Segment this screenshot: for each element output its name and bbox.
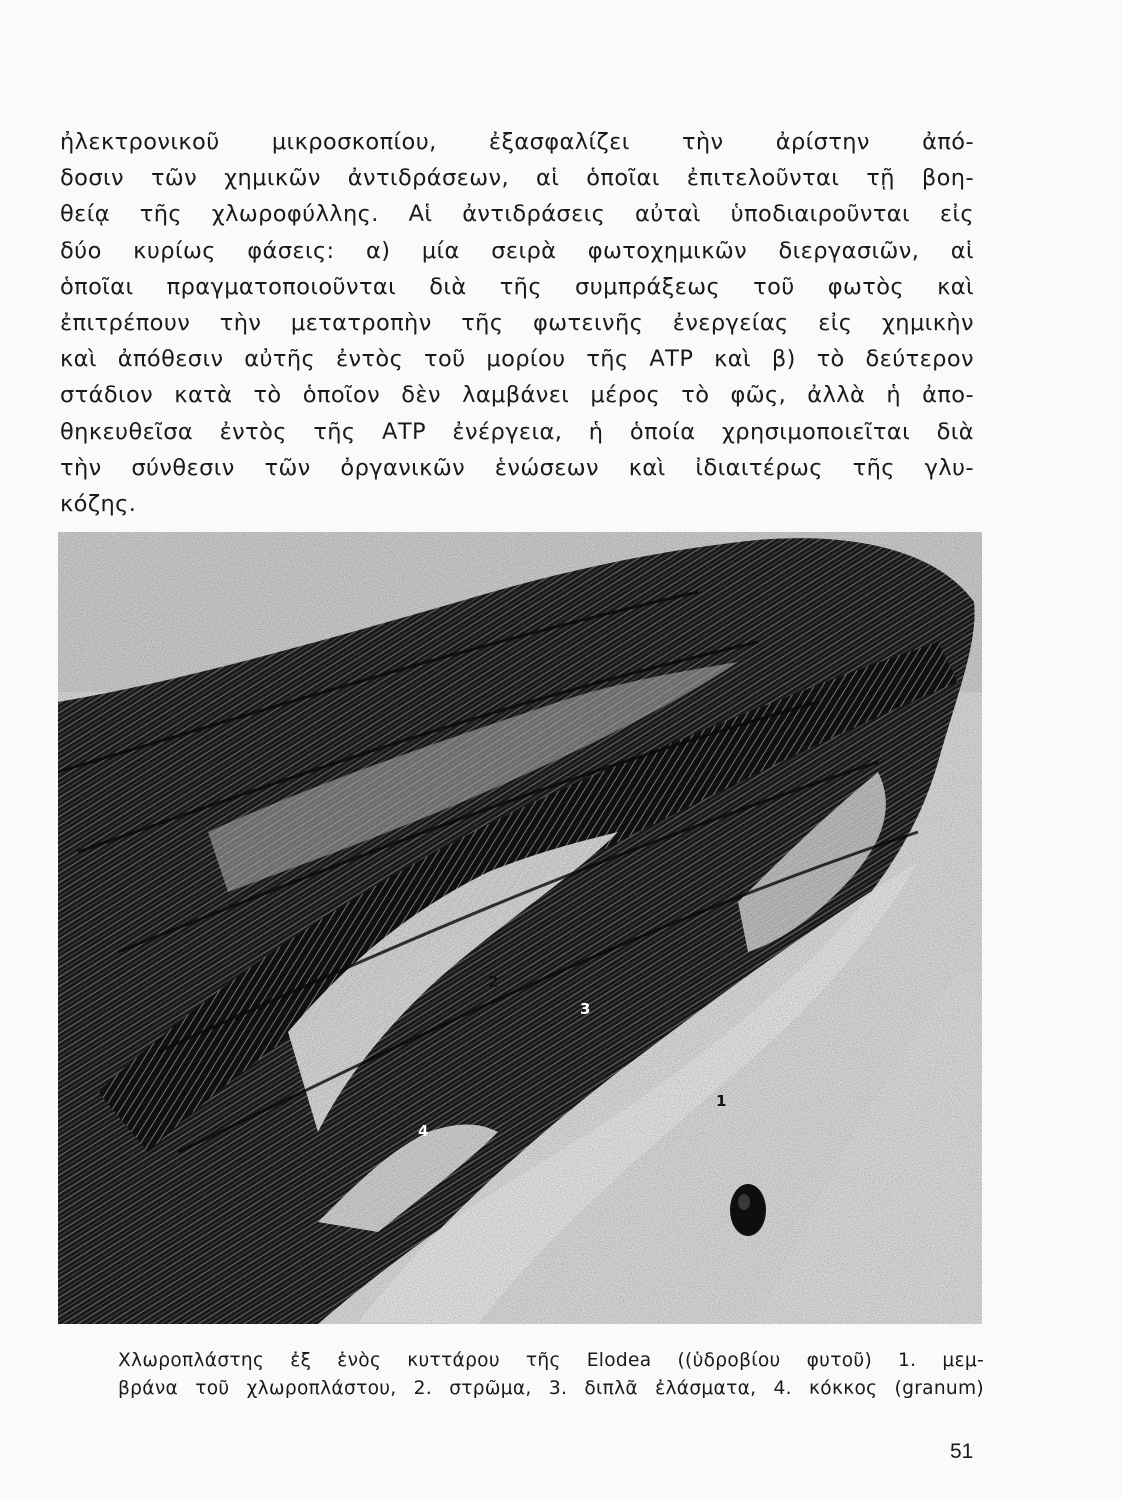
text-line: τὴν σύνθεσιν τῶν ὀργανικῶν ἑνώσεων καὶ ἰδιαιτέρως τῆς γλυ- bbox=[60, 454, 974, 481]
label-granum: 4 bbox=[418, 1122, 429, 1140]
chloroplast-micrograph bbox=[58, 532, 982, 1324]
body-paragraph bbox=[60, 124, 974, 522]
text-line: δοσιν τῶν χημικῶν ἀντιδράσεων, αἱ ὁποῖαι ἐπιτελοῦνται τῇ βοη- bbox=[60, 165, 974, 192]
text-line: καὶ ἀπόθεσιν αὐτῆς ἐντὸς τοῦ μορίου τῆς ΑΤΡ καὶ β) τὸ δεύτερον bbox=[60, 346, 974, 373]
page-number: 51 bbox=[950, 1440, 974, 1463]
text-line: ἠλεκτρονικοῦ μικροσκοπίου, ἐξασφαλίζει τὴν ἀρίστην ἀπό- bbox=[60, 129, 974, 155]
text-line: δύο κυρίως φάσεις: α) μία σειρὰ φωτοχημικῶν διεργασιῶν, αἱ bbox=[60, 237, 974, 264]
text-line: ἐπιτρέπουν τὴν μετατροπὴν τῆς φωτεινῆς ἐνεργείας εἰς χημικὴν bbox=[60, 309, 974, 336]
caption-line: βράνα τοῦ χλωροπλάστου, 2. στρῶμα, 3. διπλᾶ ἐλάσματα, 4. κόκκος (granum) bbox=[118, 1378, 984, 1399]
label-stroma: 2 bbox=[488, 973, 499, 991]
text-line: στάδιον κατὰ τὸ ὁποῖον δὲν λαμβάνει μέρος τὸ φῶς, ἀλλὰ ἡ ἀπο- bbox=[60, 382, 974, 409]
label-double-lamellae: 3 bbox=[580, 1000, 591, 1018]
text-line: ὁποῖαι πραγματοποιοῦνται διὰ τῆς συμπράξεως τοῦ φωτὸς καὶ bbox=[60, 273, 974, 300]
figure-caption bbox=[118, 1347, 984, 1403]
text-line: κόζης. bbox=[60, 490, 137, 517]
label-membrane: 1 bbox=[716, 1092, 727, 1110]
text-line: θείᾳ τῆς χλωροφύλλης. Αἱ ἀντιδράσεις αὐταὶ ὑποδιαιροῦνται εἰς bbox=[60, 201, 974, 228]
caption-line: Χλωροπλάστης ἐξ ἑνὸς κυττάρου τῆς Elodea ((ὑδροβίου φυτοῦ) 1. μεμ- bbox=[118, 1350, 984, 1371]
text-line: θηκευθεῖσα ἐντὸς τῆς ΑΤΡ ἐνέργεια, ἡ ὁποία χρησιμοποιεῖται διὰ bbox=[60, 418, 974, 445]
